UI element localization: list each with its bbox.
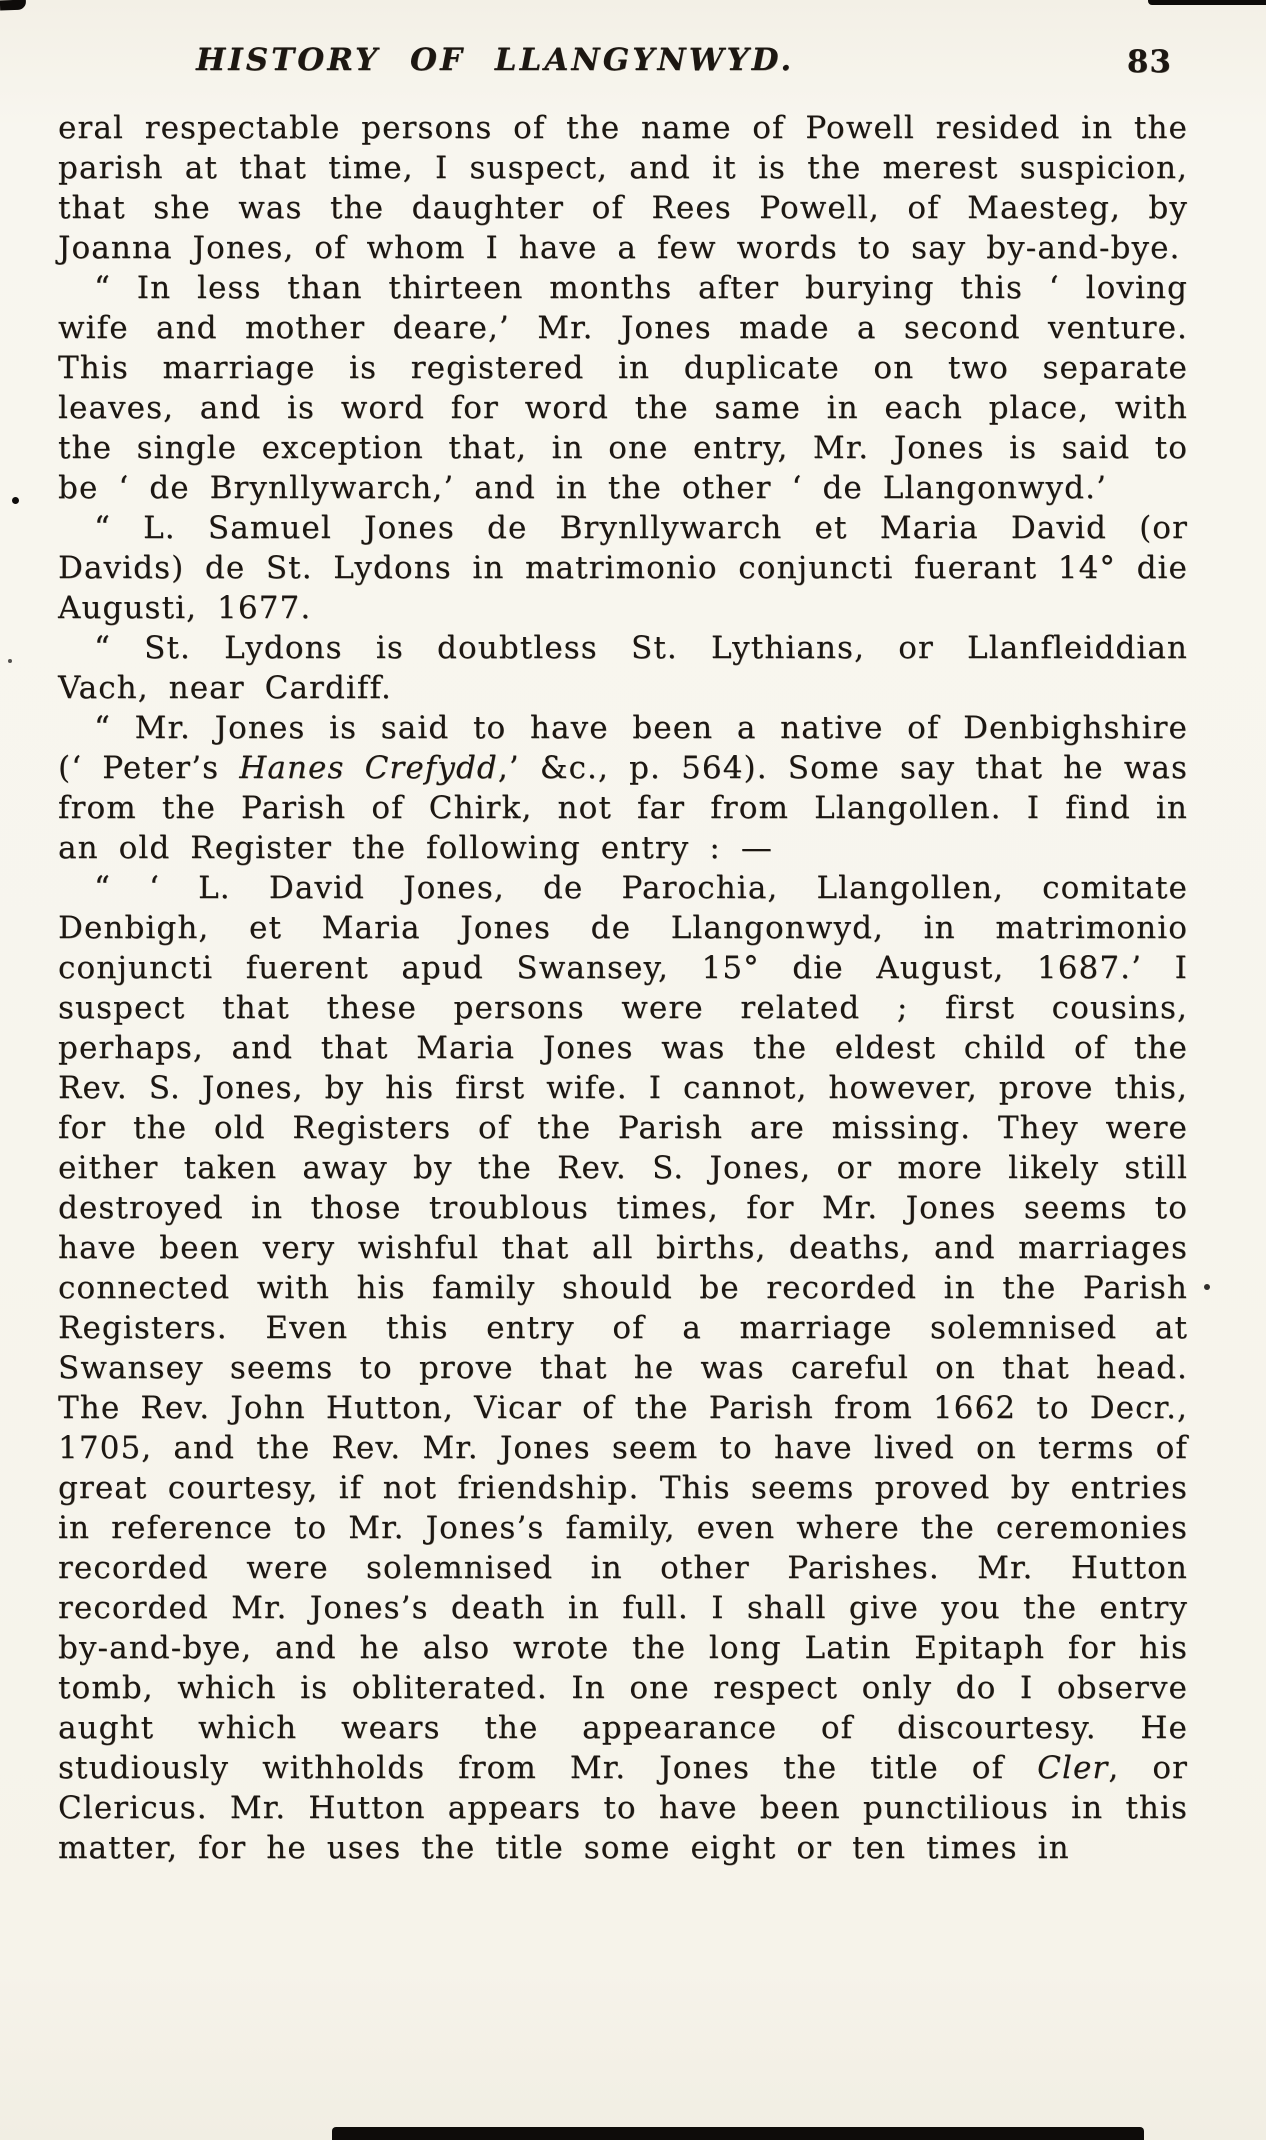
italic-text-run: Hanes Crefydd: [239, 750, 498, 786]
text-run: “ Mr. Jones is said to have been a native of Denbighshire (‘ Peter’s: [58, 710, 1188, 786]
paragraph: [58, 108, 1188, 268]
paragraph: [58, 868, 1188, 1868]
italic-text-run: Cler: [1037, 1750, 1109, 1786]
scan-artifact-bottom-bar: [332, 2127, 1144, 2140]
paragraph: [58, 268, 1188, 508]
text-run: ,’ &c., p. 564). Some say that he was from the Parish of Chirk, not far from Llangollen. I find in an old Register the following entry : —: [58, 750, 1188, 866]
text-run: “ ‘ L. David Jones, de Parochia, Llangollen, comitate Denbigh, et Maria Jones de Llangonwyd, in matrimonio conjuncti fuerent apud Swansey, 15° die August, 1687.’ I suspect that these persons were related ; first cousins, perhaps, and that Maria Jones was the eldest child of the Rev. S. Jones, by his first wife. I cannot, however, prove this, for the old Registers of the Parish are missing. They were either taken away by the Rev. S. Jones, or more likely still destroyed in those troublous times, for Mr. Jones seems to have been very wishful that all births, deaths, and marriages connected with his family should be recorded in the Parish Registers. Even this entry of a marriage solemnised at Swansey seems to prove that he was careful on that head. The Rev. John Hutton, Vicar of the Parish from 1662 to Decr., 1705, and the Rev. Mr. Jones seem to have lived on terms of great courtesy, if not friendship. This seems proved by entries in reference to Mr. Jones’s family, even where the ceremonies recorded were solemnised in other Parishes. Mr. Hutton recorded Mr. Jones’s death in full. I shall give you the entry by-and-bye, and he also wrote the long Latin Epitaph for his tomb, which is obliterated. In one respect only do I observe aught which wears the appearance of discourtesy. He studiously withholds from Mr. Jones the title of: [58, 870, 1188, 1786]
text-run: , or Clericus. Mr. Hutton appears to have been punctilious in this matter, for he uses the title some eight or ten times in: [58, 1750, 1188, 1866]
scan-artifact-top-left: [0, 0, 26, 10]
page-title: HISTORY OF LLANGYNWYD.: [196, 42, 795, 78]
scan-artifact-speck: [8, 659, 12, 663]
page-body: [58, 108, 1188, 1868]
page-header: [58, 42, 1188, 94]
text-run: “ L. Samuel Jones de Brynllywarch et Maria David (or Davids) de St. Lydons in matrimonio conjuncti fuerant 14° die Augusti, 1677.: [58, 510, 1188, 626]
text-run: eral respectable persons of the name of Powell resided in the parish at that time, I suspect, and it is the merest suspicion, that she was the daughter of Rees Powell, of Maesteg, by Joanna Jones, of whom I have a few words to say by-and-bye.: [58, 110, 1188, 266]
page-number: 83: [1126, 44, 1172, 80]
text-run: “ In less than thirteen months after burying this ‘ loving wife and mother deare,’ Mr. Jones made a second venture. This marriage is registered in duplicate on two separate leaves, and is word for word the same in each place, with the single exception that, in one entry, Mr. Jones is said to be ‘ de Brynllywarch,’ and in the other ‘ de Llangonwyd.’: [58, 270, 1188, 506]
scan-artifact-margin-dot: [12, 497, 19, 504]
scan-artifact-right-dot: [1204, 1284, 1210, 1290]
text-run: “ St. Lydons is doubtless St. Lythians, or Llanfleiddian Vach, near Cardiff.: [58, 630, 1188, 706]
paragraph: [58, 508, 1188, 628]
paragraph: [58, 628, 1188, 708]
scan-artifact-top-right: [1148, 0, 1266, 5]
paragraph: [58, 708, 1188, 868]
